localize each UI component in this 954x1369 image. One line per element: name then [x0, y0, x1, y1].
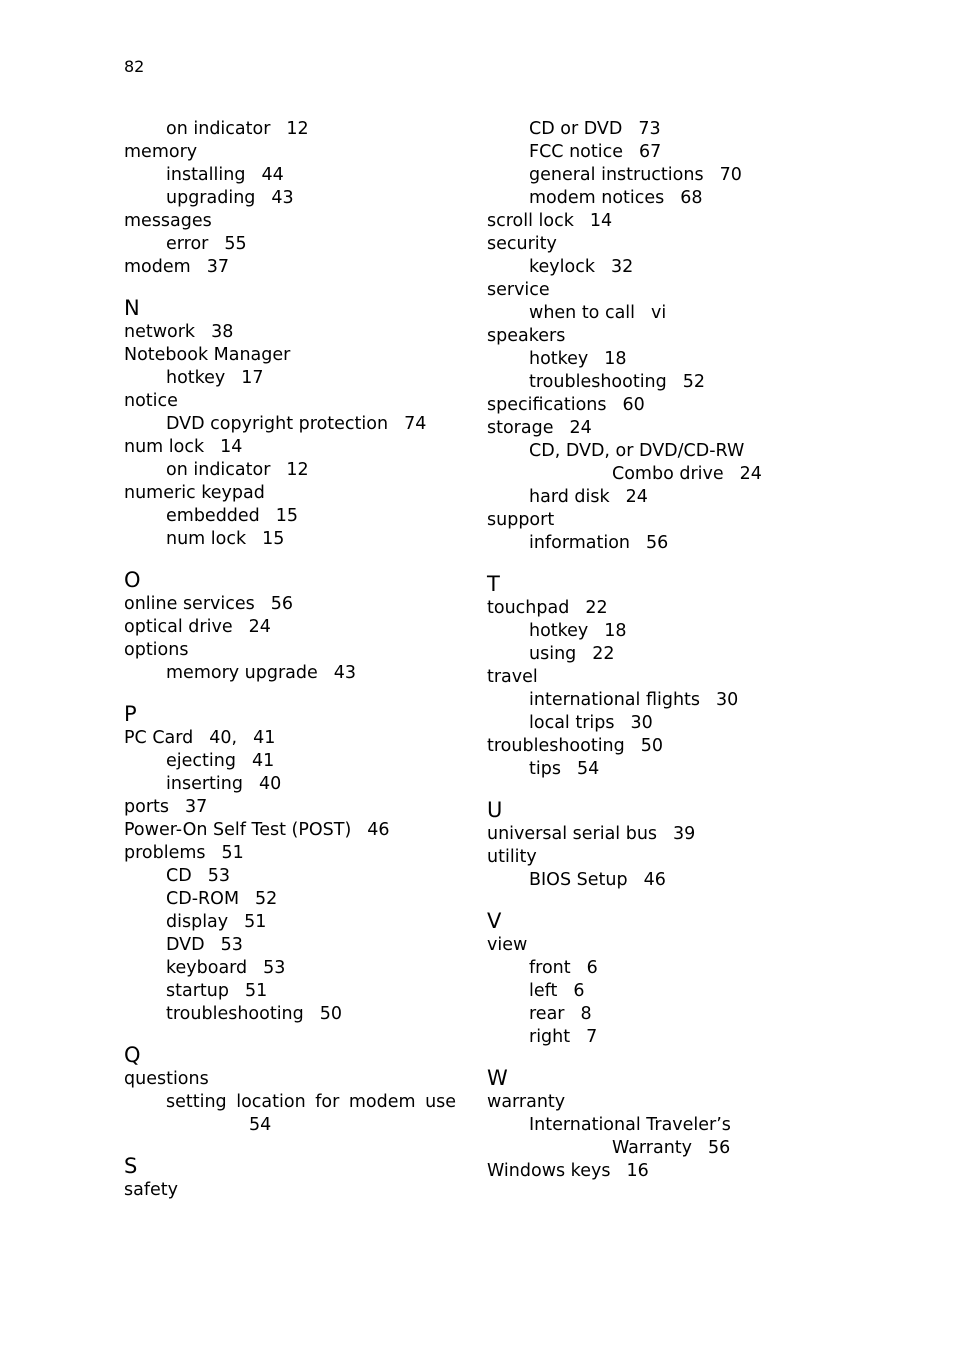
index-term: speakers: [487, 326, 566, 346]
index-page-ref: 52: [255, 889, 278, 909]
index-page-ref: 41: [253, 728, 276, 748]
index-column-right: [487, 118, 817, 1183]
index-page-ref: 53: [263, 958, 286, 978]
index-term: startup: [166, 981, 229, 1001]
index-entry: [124, 750, 454, 773]
index-page-ref: 24: [739, 464, 762, 484]
index-entry: [487, 279, 817, 302]
index-entry: [124, 593, 454, 616]
index-page-ref: 6: [586, 958, 598, 978]
index-letter-heading: P: [124, 702, 137, 726]
index-term: safety: [124, 1180, 178, 1200]
index-entry: [487, 869, 817, 892]
index-letter-heading: T: [487, 572, 500, 596]
index-page-ref: 15: [262, 529, 285, 549]
index-column-left: [124, 118, 457, 1202]
index-entry: [487, 934, 817, 957]
index-term: numeric keypad: [124, 483, 265, 503]
index-entry: [487, 394, 817, 417]
index-page-ref: [290, 345, 306, 365]
index-page-ref: 56: [708, 1138, 731, 1158]
index-entry: [487, 509, 817, 532]
index-page-ref: 12: [286, 119, 309, 139]
index-entry: [124, 1003, 454, 1026]
index-term: keyboard: [166, 958, 248, 978]
index-page-ref: 14: [220, 437, 243, 457]
index-page-ref: [209, 1069, 225, 1089]
index-entry: [124, 413, 454, 436]
index-entry: [124, 187, 454, 210]
index-entry: [487, 118, 817, 141]
index-entry: [487, 846, 817, 869]
index-page-ref: 16: [626, 1161, 649, 1181]
index-page-ref: 54: [249, 1115, 272, 1135]
index-term: installing: [166, 165, 246, 185]
index-page-ref: 50: [640, 736, 664, 756]
index-term: Warranty: [612, 1138, 693, 1158]
index-entry: [124, 842, 454, 865]
index-term: rear: [529, 1004, 565, 1024]
index-letter-heading: O: [124, 568, 141, 592]
index-entry: [487, 187, 817, 210]
index-term: touchpad: [487, 598, 570, 618]
index-term: right: [529, 1027, 571, 1047]
index-entry: [487, 371, 817, 394]
index-entry: [124, 390, 454, 413]
index-page-ref: 53: [207, 866, 230, 886]
index-page-ref: vi: [651, 303, 667, 323]
index-term: specifications: [487, 395, 607, 415]
index-page-ref: [537, 847, 553, 867]
index-term: notice: [124, 391, 178, 411]
index-entry: [487, 666, 817, 689]
index-page-ref: [178, 391, 194, 411]
index-entry: [487, 1114, 817, 1137]
index-entry: [124, 1068, 454, 1091]
index-page-ref: 51: [244, 981, 268, 1001]
index-page-ref: 73: [638, 119, 661, 139]
index-page-ref: 32: [610, 257, 634, 277]
index-term: using: [529, 644, 577, 664]
index-term: on indicator: [166, 119, 271, 139]
index-entry: [487, 1160, 817, 1183]
index-term: storage: [487, 418, 554, 438]
index-page-ref: [557, 234, 573, 254]
index-term: service: [487, 280, 550, 300]
index-term: front: [529, 958, 571, 978]
index-term: local trips: [529, 713, 615, 733]
index-entry: [124, 773, 454, 796]
index-entry: [487, 758, 817, 781]
index-page-ref: [197, 142, 213, 162]
index-page-ref: 18: [604, 621, 627, 641]
index-entry: [124, 1179, 454, 1202]
index-term: utility: [487, 847, 537, 867]
index-letter-heading: N: [124, 296, 140, 320]
index-page-ref: 22: [585, 598, 608, 618]
index-page-ref: 50: [319, 1004, 343, 1024]
index-entry: [487, 486, 817, 509]
index-term: Combo drive: [612, 464, 724, 484]
index-page-ref: 53: [220, 935, 243, 955]
index-entry: [124, 210, 454, 233]
index-page-ref: 43: [333, 663, 357, 683]
index-entry: [124, 141, 454, 164]
index-entry: [124, 344, 454, 367]
index-entry: [487, 348, 817, 371]
index-term: scroll lock: [487, 211, 574, 231]
index-term: upgrading: [166, 188, 256, 208]
index-page-ref: 39: [673, 824, 696, 844]
index-term: network: [124, 322, 196, 342]
index-term: CD-ROM: [166, 889, 240, 909]
index-page-ref: [550, 280, 566, 300]
index-page-ref: 24: [569, 418, 592, 438]
index-entry: [487, 1091, 817, 1114]
index-term: num lock: [166, 529, 247, 549]
index-page-ref: 22: [592, 644, 615, 664]
index-entry: [124, 1114, 454, 1137]
index-page-ref: 46: [367, 820, 390, 840]
index-term: setting location for modem use: [166, 1092, 457, 1112]
index-term: ejecting: [166, 751, 236, 771]
index-entry: [487, 233, 817, 256]
index-term: universal serial bus: [487, 824, 658, 844]
index-page-ref: [565, 1092, 581, 1112]
index-term: ports: [124, 797, 169, 817]
index-page-ref: 56: [270, 594, 294, 614]
index-entry: [124, 888, 454, 911]
index-term: left: [529, 981, 558, 1001]
index-term: when to call: [529, 303, 636, 323]
index-term: view: [487, 935, 528, 955]
index-term: inserting: [166, 774, 243, 794]
index-page-ref: 43: [271, 188, 294, 208]
index-page-ref: 17: [241, 368, 264, 388]
index-entry: [124, 367, 454, 390]
index-entry: [124, 865, 454, 888]
index-term: messages: [124, 211, 212, 231]
index-page-ref: 44: [261, 165, 284, 185]
index-page-ref: 37: [185, 797, 208, 817]
index-term: BIOS Setup: [529, 870, 628, 890]
index-term: international flights: [529, 690, 701, 710]
index-page-ref: 46: [643, 870, 666, 890]
index-letter-heading: W: [487, 1066, 508, 1090]
index-page-ref: 40: [258, 774, 282, 794]
index-page-ref: 51: [244, 912, 267, 932]
index-entry: [124, 616, 454, 639]
index-entry: [124, 727, 454, 750]
index-entry: [124, 957, 454, 980]
index-term: modem notices: [529, 188, 665, 208]
index-entry: [124, 482, 454, 505]
index-term: International Traveler’s: [529, 1115, 731, 1135]
index-term: CD or DVD: [529, 119, 623, 139]
index-entry: [124, 164, 454, 187]
index-page-ref: 68: [680, 188, 703, 208]
index-page-ref: [538, 667, 554, 687]
index-page-ref: 7: [586, 1027, 598, 1047]
index-term: num lock: [124, 437, 205, 457]
index-entry: [487, 689, 817, 712]
index-entry: [124, 662, 454, 685]
index-entry: [124, 796, 454, 819]
index-entry: [487, 210, 817, 233]
index-term: Notebook Manager: [124, 345, 291, 365]
index-entry: [487, 643, 817, 666]
index-entry: [487, 532, 817, 555]
index-term: troubleshooting: [529, 372, 667, 392]
index-page-ref: 54: [576, 759, 600, 779]
index-entry: [487, 1137, 817, 1160]
index-entry: [487, 957, 817, 980]
index-term: keylock: [529, 257, 595, 277]
index-term: security: [487, 234, 557, 254]
index-entry: [487, 440, 817, 463]
index-term: embedded: [166, 506, 260, 526]
index-page-ref: 24: [625, 487, 648, 507]
index-term: hotkey: [166, 368, 226, 388]
index-entry: [487, 620, 817, 643]
index-page-ref: 40,: [209, 728, 238, 748]
index-term: display: [166, 912, 229, 932]
index-page-ref: [527, 935, 543, 955]
index-term: DVD copyright protection: [166, 414, 389, 434]
index-page-ref: [744, 441, 760, 461]
index-term: Windows keys: [487, 1161, 611, 1181]
index-page-ref: 14: [589, 211, 613, 231]
index-term: hotkey: [529, 349, 589, 369]
index-term: memory upgrade: [166, 663, 318, 683]
index-page-ref: [188, 640, 204, 660]
index-term: general instructions: [529, 165, 704, 185]
index-page-ref: 30: [630, 713, 653, 733]
index-page-ref: [212, 211, 228, 231]
index-entry: [124, 321, 454, 344]
index-term: support: [487, 510, 555, 530]
index-page-ref: 56: [646, 533, 669, 553]
index-term: troubleshooting: [166, 1004, 304, 1024]
index-entry: [487, 256, 817, 279]
index-entry: [487, 597, 817, 620]
index-entry: [487, 141, 817, 164]
index-page-ref: [554, 510, 570, 530]
index-page-ref: 37: [206, 257, 229, 277]
index-entry: [487, 735, 817, 758]
index-letter-heading: Q: [124, 1043, 141, 1067]
index-entry: [124, 819, 454, 842]
index-term: error: [166, 234, 209, 254]
index-term: travel: [487, 667, 538, 687]
index-term: problems: [124, 843, 206, 863]
index-page-ref: 52: [682, 372, 706, 392]
index-entry: [124, 233, 454, 256]
index-term: CD, DVD, or DVD/CD-RW: [529, 441, 745, 461]
index-page-ref: [565, 326, 581, 346]
index-page-ref: 67: [638, 142, 662, 162]
index-page-ref: [731, 1115, 747, 1135]
index-page-ref: [456, 1092, 472, 1112]
index-page-ref: 30: [716, 690, 739, 710]
index-term: memory: [124, 142, 198, 162]
index-entry: [487, 325, 817, 348]
index-entry: [487, 302, 817, 325]
index-letter-heading: U: [487, 798, 503, 822]
index-page-ref: 24: [248, 617, 271, 637]
index-entry: [124, 639, 454, 662]
index-entry: [487, 823, 817, 846]
index-entry: [487, 1003, 817, 1026]
page-number: 82: [124, 57, 145, 76]
index-page-ref: 15: [275, 506, 299, 526]
index-term: hotkey: [529, 621, 589, 641]
index-entry: [487, 980, 817, 1003]
index-term: DVD: [166, 935, 205, 955]
index-page-ref: 74: [404, 414, 427, 434]
index-term: CD: [166, 866, 192, 886]
index-term: modem: [124, 257, 191, 277]
index-term: PC Card: [124, 728, 194, 748]
index-entry: [124, 934, 454, 957]
index-page-ref: 41: [251, 751, 275, 771]
index-term: on indicator: [166, 460, 271, 480]
index-entry: [124, 118, 454, 141]
index-entry: [124, 1091, 457, 1114]
index-page-ref: 51: [221, 843, 244, 863]
index-term: options: [124, 640, 189, 660]
index-page-ref: 38: [211, 322, 234, 342]
index-page-ref: 6: [573, 981, 585, 1001]
index-page-ref: [178, 1180, 194, 1200]
index-page-ref: 55: [224, 234, 247, 254]
index-entry: [487, 164, 817, 187]
index-page-ref: [265, 483, 281, 503]
index-term: troubleshooting: [487, 736, 625, 756]
index-entry: [124, 256, 454, 279]
index-entry: [487, 417, 817, 440]
index-term: FCC notice: [529, 142, 623, 162]
index-term: hard disk: [529, 487, 610, 507]
index-page-ref: 60: [622, 395, 645, 415]
index-page-ref: 12: [286, 460, 309, 480]
index-term: Power-On Self Test (POST): [124, 820, 352, 840]
index-page-ref: 70: [719, 165, 742, 185]
index-entry: [487, 463, 817, 486]
index-letter-heading: V: [487, 909, 502, 933]
index-term: information: [529, 533, 631, 553]
index-entry: [124, 459, 454, 482]
index-page-ref: 8: [580, 1004, 592, 1024]
index-entry: [124, 505, 454, 528]
index-letter-heading: S: [124, 1154, 138, 1178]
index-term: online services: [124, 594, 255, 614]
index-term: optical drive: [124, 617, 233, 637]
index-entry: [124, 980, 454, 1003]
index-page-ref: 18: [604, 349, 627, 369]
index-entry: [487, 1026, 817, 1049]
index-term: warranty: [487, 1092, 566, 1112]
index-entry: [124, 436, 454, 459]
index-entry: [124, 528, 454, 551]
index-term: tips: [529, 759, 561, 779]
index-entry: [487, 712, 817, 735]
index-term: questions: [124, 1069, 209, 1089]
index-entry: [124, 911, 454, 934]
